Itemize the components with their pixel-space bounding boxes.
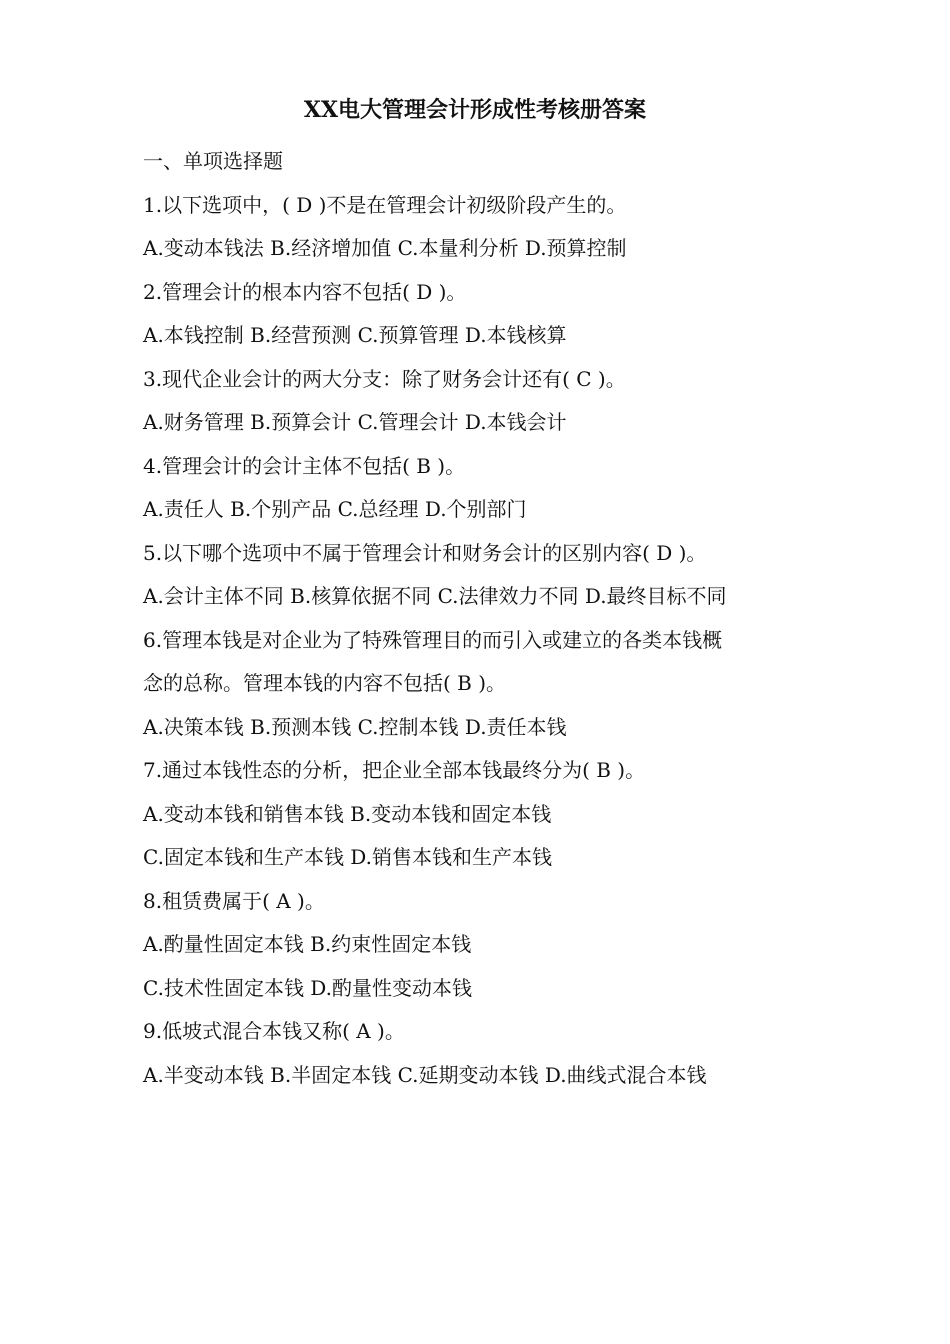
- section-heading: 一、单项选择题: [143, 149, 283, 173]
- question-6-line-2: 念的总称。管理本钱的内容不包括( B )。: [143, 671, 507, 695]
- question-4-options: A.责任人 B.个别产品 C.总经理 D.个别部门: [143, 497, 527, 521]
- question-6-options: A.决策本钱 B.预测本钱 C.控制本钱 D.责任本钱: [143, 714, 567, 739]
- question-7-options-ab: A.变动本钱和销售本钱 B.变动本钱和固定本钱: [143, 801, 552, 826]
- question-4: 4.管理会计的会计主体不包括( B )。: [143, 453, 466, 478]
- question-3-options: A.财务管理 B.预算会计 C.管理会计 D.本钱会计: [143, 410, 567, 434]
- question-7-options-cd: C.固定本钱和生产本钱 D.销售本钱和生产本钱: [143, 845, 552, 869]
- question-2: 2.管理会计的根本内容不包括( D )。: [143, 279, 467, 304]
- question-8-options-cd: C.技术性固定本钱 D.酌量性变动本钱: [143, 975, 472, 1000]
- question-8: 8.租赁费属于( A )。: [143, 888, 325, 913]
- question-9: 9.低坡式混合本钱又称( A )。: [143, 1019, 405, 1043]
- question-1-options: A.变动本钱法 B.经济增加值 C.本量利分析 D.预算控制: [143, 236, 627, 260]
- question-9-options: A.半变动本钱 B.半固定本钱 C.延期变动本钱 D.曲线式混合本钱: [143, 1062, 707, 1087]
- question-8-options-ab: A.酌量性固定本钱 B.约束性固定本钱: [143, 932, 472, 956]
- document-body: [143, 140, 813, 1097]
- document-title: XX电大管理会计形成性考核册答案: [303, 97, 647, 123]
- question-5: 5.以下哪个选项中不属于管理会计和财务会计的区别内容( D )。: [143, 540, 707, 565]
- question-7: 7.通过本钱性态的分析，把企业全部本钱最终分为( B )。: [143, 758, 646, 782]
- question-5-options: A.会计主体不同 B.核算依据不同 C.法律效力不同 D.最终目标不同: [143, 584, 727, 608]
- question-1: 1.以下选项中，( D )不是在管理会计初级阶段产生的。: [143, 192, 627, 217]
- question-2-options: A.本钱控制 B.经营预测 C.预算管理 D.本钱核算: [143, 323, 567, 347]
- question-6-line-1: 6.管理本钱是对企业为了特殊管理目的而引入或建立的各类本钱概: [143, 627, 723, 652]
- question-3: 3.现代企业会计的两大分支：除了财务会计还有( C )。: [143, 366, 626, 391]
